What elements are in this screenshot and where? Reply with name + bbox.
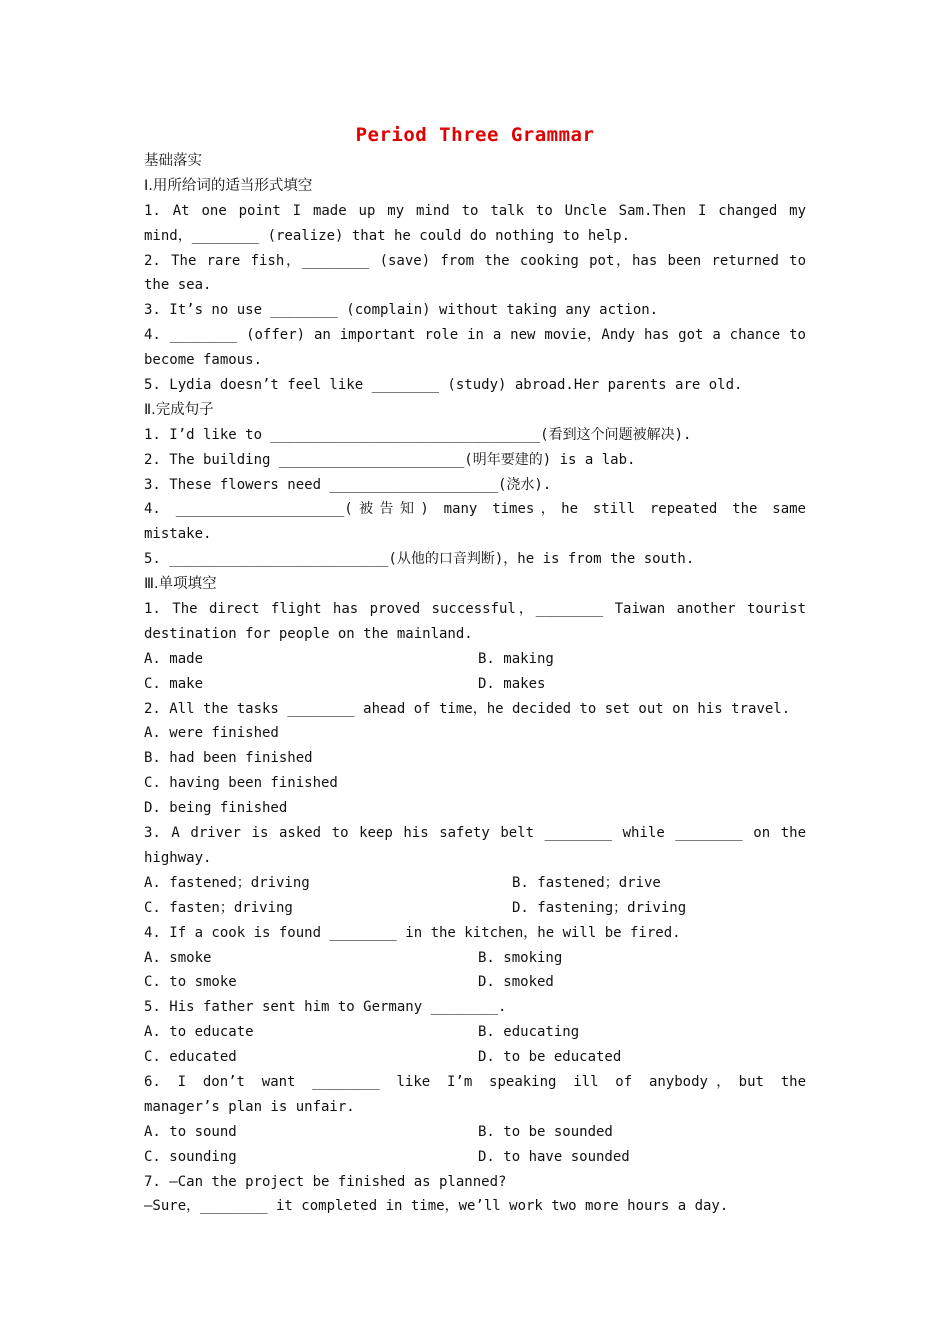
option: B. fastened；drive	[512, 874, 661, 891]
question-text: —Sure，________ it completed in time，we’ll work two more hours a day.	[144, 1198, 729, 1215]
option: A. fastened；driving	[144, 874, 310, 891]
question-text: manager’s plan is unfair.	[144, 1098, 355, 1115]
question-text: 3. A driver is asked to keep his safety belt ________ while ________ on the	[144, 825, 806, 842]
text-line: 3. It’s no use ________ (complain) without taking any action.	[144, 302, 659, 319]
option-row	[144, 672, 806, 697]
part3-heading: Ⅲ.单项填空	[144, 576, 217, 593]
part2-heading: Ⅱ.完成句子	[144, 401, 214, 418]
option: C. to smoke	[144, 974, 237, 991]
option-row	[144, 1120, 806, 1145]
text-line: the sea.	[144, 277, 212, 294]
question-text: 6. I don’t want ________ like I’m speaking ill of anybody，but the	[144, 1073, 806, 1090]
option-row	[144, 871, 806, 896]
option: D. makes	[478, 675, 546, 692]
option: A. were finished	[144, 725, 279, 742]
option: A. to educate	[144, 1024, 254, 1041]
option: D. to have sounded	[478, 1148, 630, 1165]
text-line: 1. I’d like to ________________________________(看到这个问题被解决).	[144, 426, 692, 443]
option: C. educated	[144, 1049, 237, 1066]
option-row	[144, 647, 806, 672]
option-row	[144, 970, 806, 995]
text-line: 4. ________ (offer) an important role in a new movie，Andy has got a chance to	[144, 327, 806, 344]
text-line: 5. Lydia doesn’t feel like ________ (study) abroad.Her parents are old.	[144, 377, 743, 394]
option-row	[144, 896, 806, 921]
text-line: 2. The rare fish，________ (save) from the cooking pot，has been returned to	[144, 252, 806, 269]
option: C. sounding	[144, 1148, 237, 1165]
text-line: 3. These flowers need ____________________(浇水).	[144, 476, 552, 493]
option: A. smoke	[144, 949, 212, 966]
text-line: 4. ____________________(被告知) many times，he still repeated the same	[144, 501, 806, 518]
question-text: 7. —Can the project be finished as planned?	[144, 1173, 507, 1190]
text-line: mistake.	[144, 526, 212, 543]
text-line: 2. The building ______________________(明年要建的) is a lab.	[144, 451, 636, 468]
option: B. educating	[478, 1024, 580, 1041]
text-line: 1. At one point I made up my mind to talk to Uncle Sam.Then I changed my	[144, 202, 806, 219]
option: C. fasten；driving	[144, 899, 293, 916]
text-line: become famous.	[144, 352, 263, 369]
question-text: 5. His father sent him to Germany ________.	[144, 999, 507, 1016]
option: C. having been finished	[144, 775, 338, 792]
option-row	[144, 1045, 806, 1070]
option: B. making	[478, 650, 554, 667]
question-text: destination for people on the mainland.	[144, 625, 473, 642]
option: B. smoking	[478, 949, 563, 966]
option: A. made	[144, 650, 204, 667]
option: A. to sound	[144, 1123, 237, 1140]
option: D. fastening；driving	[512, 899, 687, 916]
option-row	[144, 946, 806, 971]
question-text: 1. The direct flight has proved successful，________ Taiwan another tourist	[144, 601, 806, 618]
option: B. had been finished	[144, 750, 313, 767]
option-row	[144, 1145, 806, 1170]
part1-heading: Ⅰ.用所给词的适当形式填空	[144, 177, 313, 194]
question-text: 2. All the tasks ________ ahead of time，he decided to set out on his travel.	[144, 700, 791, 717]
exercise-content	[144, 149, 806, 1219]
option-row	[144, 1020, 806, 1045]
option: D. to be educated	[478, 1049, 622, 1066]
option: B. to be sounded	[478, 1123, 613, 1140]
text-line: mind，________ (realize) that he could do nothing to help.	[144, 227, 631, 244]
option: D. smoked	[478, 974, 554, 991]
question-text: 4. If a cook is found ________ in the kitchen，he will be fired.	[144, 924, 681, 941]
page-title: Period Three Grammar	[355, 124, 595, 146]
section-heading: 基础落实	[144, 153, 202, 169]
option: D. being finished	[144, 800, 288, 817]
text-line: 5. __________________________(从他的口音判断)，he is from the south.	[144, 551, 695, 568]
option: C. make	[144, 675, 204, 692]
question-text: highway.	[144, 849, 212, 866]
